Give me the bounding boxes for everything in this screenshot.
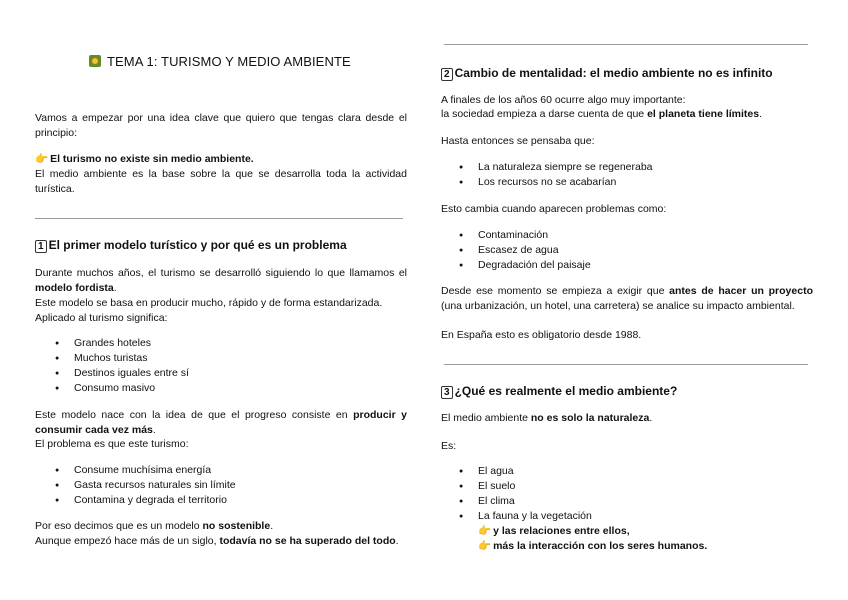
s2-paragraph-3: Hasta entonces se pensaba que: — [441, 135, 595, 147]
section-2-heading: 2 Cambio de mentalidad: el medio ambiente no es infinito — [441, 66, 773, 81]
list-item: ● Consumo masivo — [53, 381, 393, 396]
list-item: ● El agua — [457, 464, 797, 479]
list-item: ● Escasez de agua — [457, 243, 797, 258]
s1-paragraph-1: Durante muchos años, el turismo se desarrolló siguiendo lo que llamamos el modelo fordista. — [35, 267, 407, 294]
list-item: ● Degradación del paisaje — [457, 258, 797, 273]
list-item: ● El suelo — [457, 479, 797, 494]
s2-paragraph-2: la sociedad empieza a darse cuenta de que el planeta tiene límites. — [441, 108, 763, 120]
number-box-icon: 2 — [441, 68, 453, 81]
list-item: ● La naturaleza siempre se regeneraba — [457, 160, 797, 175]
list-item: ● Destinos iguales entre sí — [53, 366, 393, 381]
s1-list-1 — [53, 336, 393, 396]
page-title: TEMA 1: TURISMO Y MEDIO AMBIENTE — [89, 54, 351, 69]
pointing-hand-icon: 👉 — [35, 153, 49, 165]
list-item: ● Contamina y degrada el territorio — [53, 493, 393, 508]
s3-list — [457, 464, 797, 524]
s1-paragraph-2: Este modelo se basa en producir mucho, rápido y de forma estandarizada. — [35, 297, 383, 309]
pointing-hand-icon: 👉 — [478, 540, 492, 552]
s2-paragraph-4: Esto cambia cuando aparecen problemas como: — [441, 203, 667, 215]
list-item: ● Los recursos no se acabarían — [457, 175, 797, 190]
list-item: ● Gasta recursos naturales sin límite — [53, 478, 393, 493]
s2-list-2 — [457, 228, 797, 273]
list-item: ● Consume muchísima energía — [53, 463, 393, 478]
s1-paragraph-4: Este modelo nace con la idea de que el progreso consiste en producir y consumir cada vez más. — [35, 409, 408, 436]
s3-paragraph-1: El medio ambiente no es solo la naturaleza. — [441, 412, 653, 424]
s2-list-1 — [457, 160, 797, 190]
list-item: ● El clima — [457, 494, 797, 509]
s1-list-2 — [53, 463, 393, 508]
s1-paragraph-6: Por eso decimos que es un modelo no sostenible. — [35, 520, 274, 532]
divider — [444, 44, 808, 45]
s3-paragraph-2: Es: — [441, 440, 457, 452]
list-item: ● Grandes hoteles — [53, 336, 393, 351]
section-3-heading: 3 ¿Qué es realmente el medio ambiente? — [441, 384, 677, 399]
s3-extra-1: 👉 y las relaciones entre ellos, — [478, 525, 630, 537]
s2-paragraph-5: Desde ese momento se empieza a exigir que antes de hacer un proyecto (una urbanización, un hotel, una carretera) se analice su impacto ambiental. — [441, 285, 813, 312]
list-item: ● La fauna y la vegetación — [457, 509, 797, 524]
s1-paragraph-3: Aplicado al turismo significa: — [35, 312, 168, 324]
s1-paragraph-5: El problema es que este turismo: — [35, 438, 189, 450]
number-box-icon: 3 — [441, 386, 453, 399]
s1-paragraph-7: Aunque empezó hace más de un siglo, todavía no se ha superado del todo. — [35, 535, 399, 547]
intro-key: 👉 El turismo no existe sin medio ambiente. — [35, 153, 254, 165]
intro-lead: Vamos a empezar por una idea clave que quiero que tengas clara desde el principio: — [35, 112, 407, 139]
s2-paragraph-6: En España esto es obligatorio desde 1988. — [441, 329, 642, 341]
pointing-hand-icon: 👉 — [478, 525, 492, 537]
list-item: ● Muchos turistas — [53, 351, 393, 366]
s2-paragraph-1: A finales de los años 60 ocurre algo muy importante: — [441, 94, 686, 106]
divider — [35, 218, 403, 219]
section-1-heading: 1 El primer modelo turístico y por qué es un problema — [35, 238, 347, 253]
list-item: ● Contaminación — [457, 228, 797, 243]
s3-extra-2: 👉 más la interacción con los seres humanos. — [478, 540, 708, 552]
teacher-emoji-icon — [89, 55, 101, 67]
number-box-icon: 1 — [35, 240, 47, 253]
intro-key-text: El medio ambiente es la base sobre la que se desarrolla toda la actividad turística. — [35, 168, 407, 195]
divider — [444, 364, 808, 365]
